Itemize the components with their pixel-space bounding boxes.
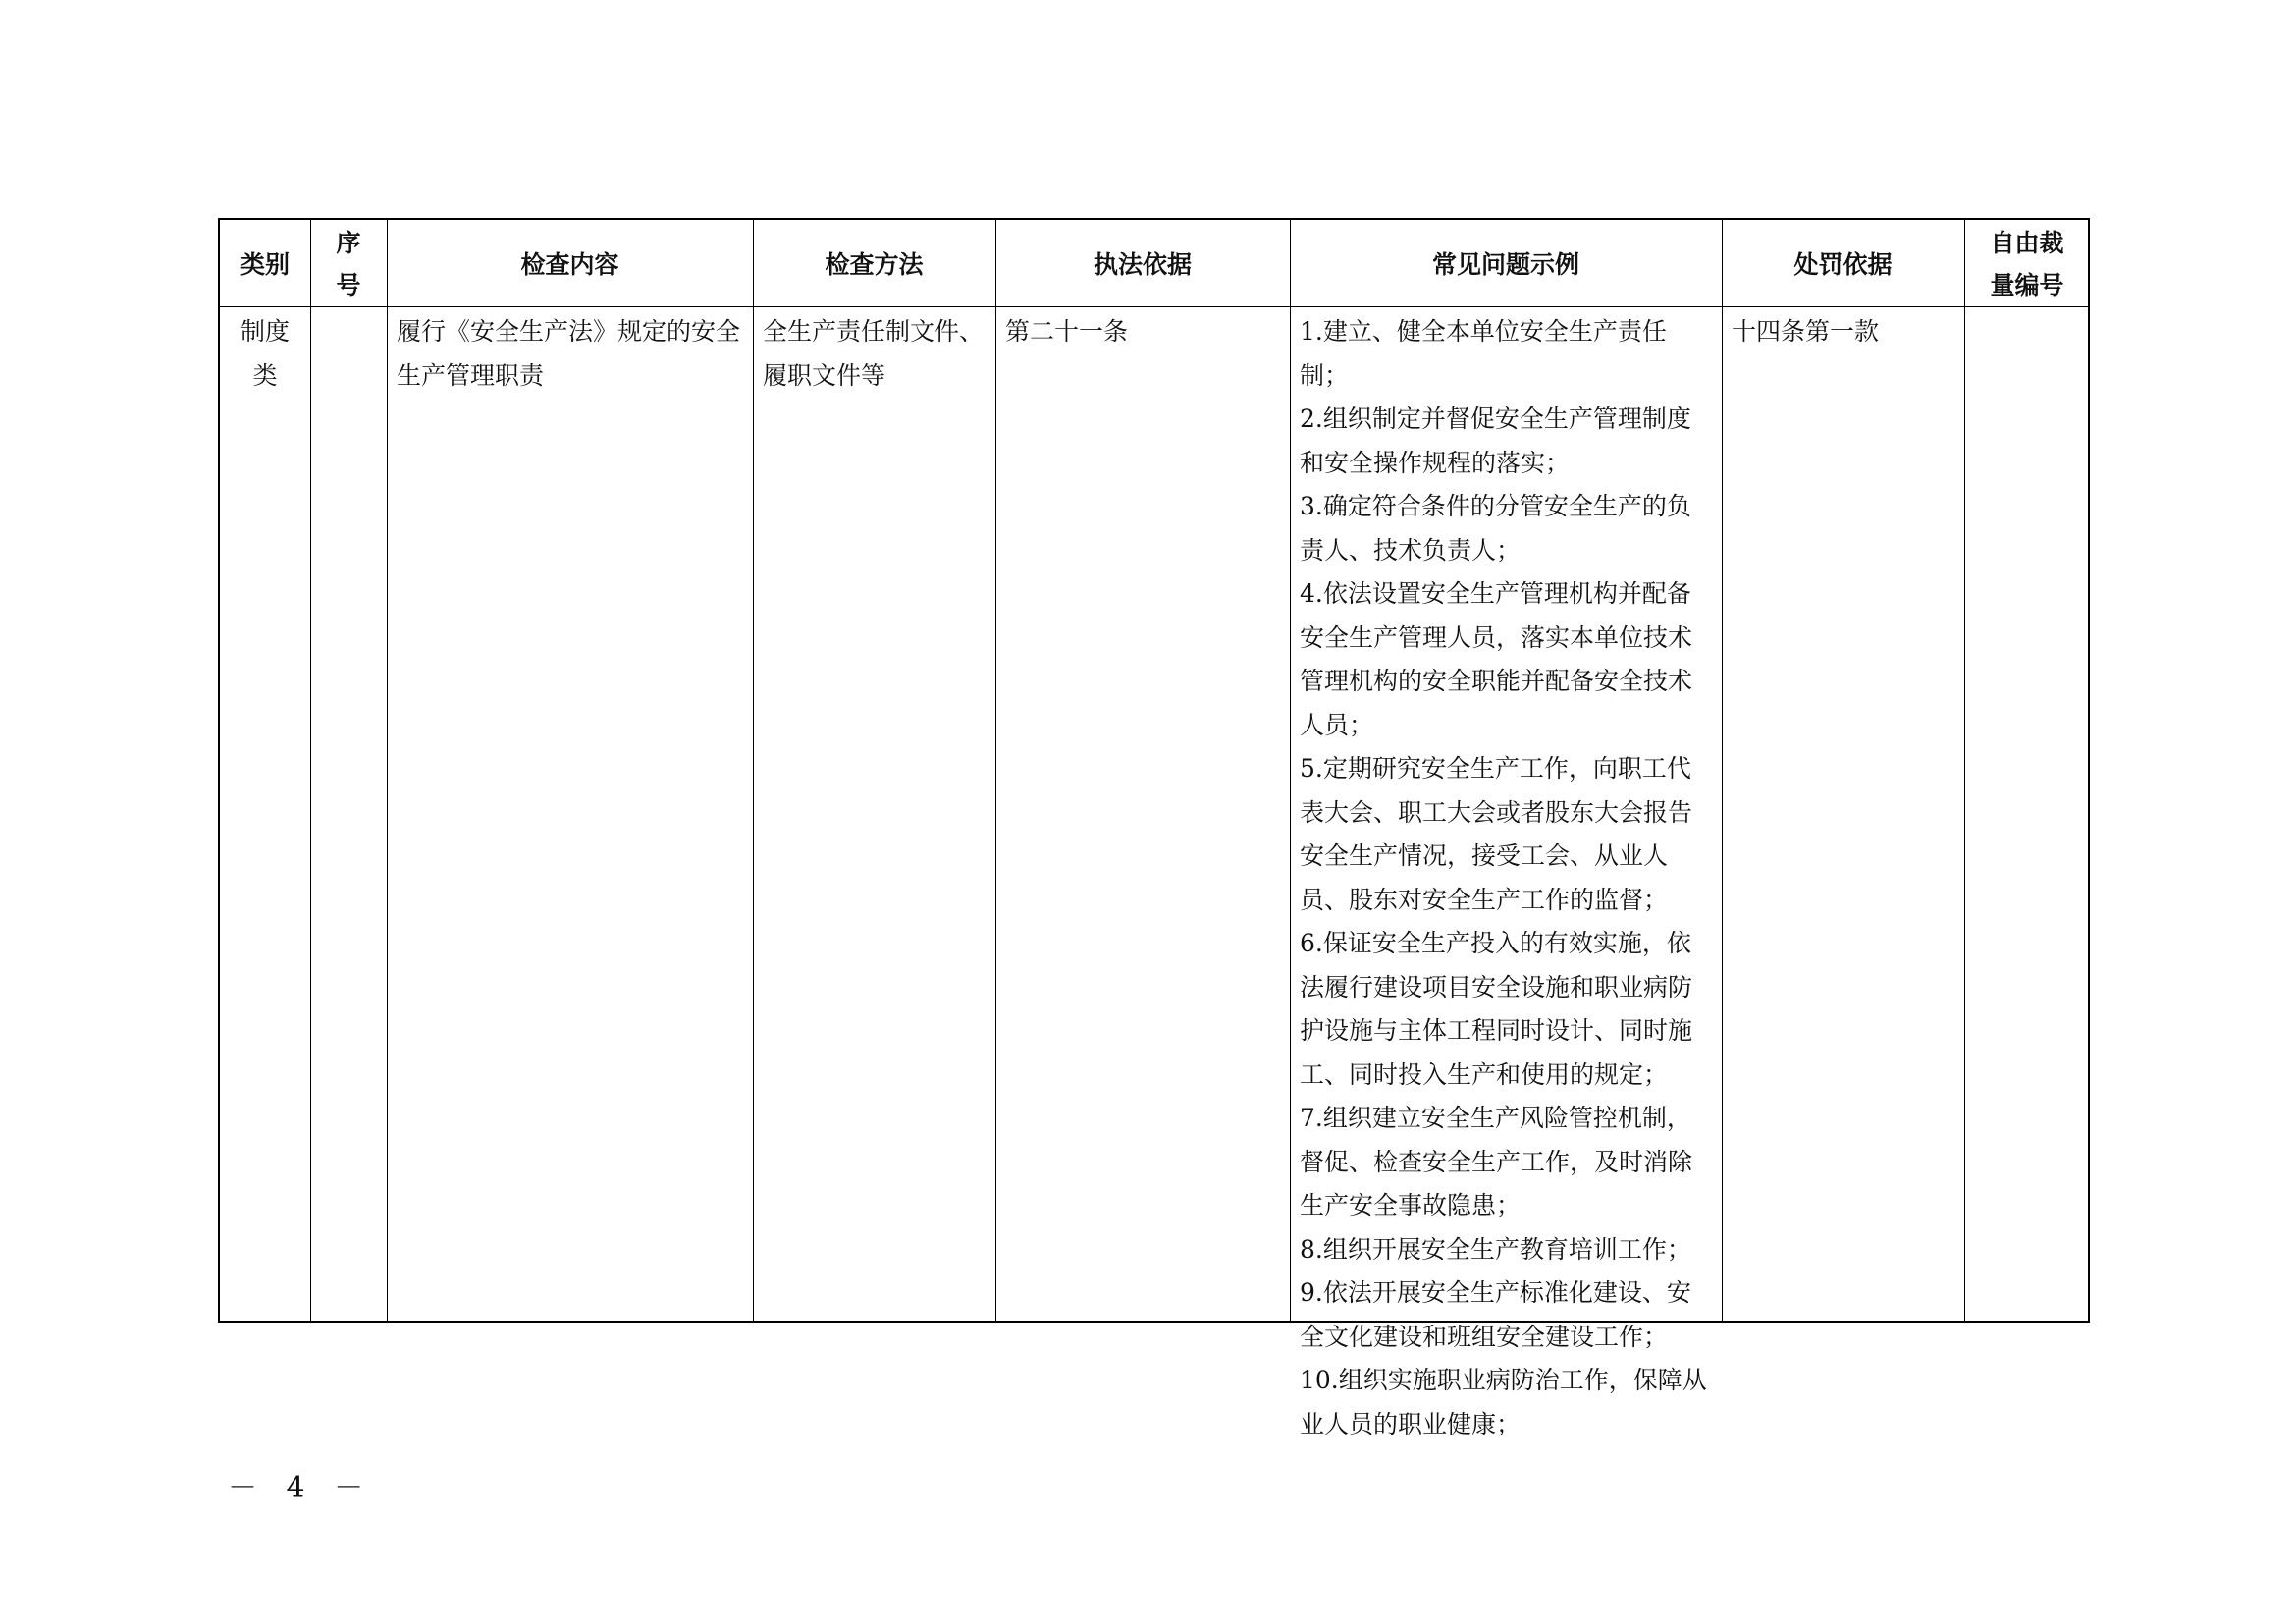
issue-item: 7.组织建立安全生产风险管控机制，督促、检查安全生产工作，及时消除生产安全事故隐患； [1300, 1104, 1693, 1219]
row-penalty: 十四条第一款 [1732, 317, 1880, 346]
issue-item: 8.组织开展安全生产教育培训工作； [1300, 1234, 1691, 1264]
issue-item: 10.组织实施职业病防治工作，保障从业人员的职业健康； [1300, 1366, 1707, 1438]
header-content: 检查内容 [520, 249, 619, 279]
header-discretion [1964, 220, 2090, 308]
issue-item: 6.保证安全生产投入的有效实施，依法履行建设项目安全设施和职业病防护设施与主体工程同时设计、同时施工、同时投入生产和使用的规定； [1300, 929, 1693, 1089]
row-basis: 第二十一条 [1005, 317, 1129, 346]
row-method: 全生产责任制文件、履职文件等 [763, 317, 985, 390]
header-method: 检查方法 [825, 249, 924, 279]
issue-item: 2.组织制定并督促安全生产管理制度和安全操作规程的落实； [1300, 405, 1691, 477]
row-issues [1290, 310, 1722, 1446]
issue-item: 1.建立、健全本单位安全生产责任制； [1300, 317, 1667, 390]
header-seq-line: 号 [336, 271, 361, 299]
page-number: － 4 － [228, 1471, 374, 1505]
column-divider [1722, 220, 1723, 1321]
issue-item: 5.定期研究安全生产工作，向职工代表大会、职工大会或者股东大会报告安全生产情况，接受工会、从业人员、股东对安全生产工作的监督； [1300, 754, 1693, 914]
issue-item: 3.确定符合条件的分管安全生产的负责人、技术负责人； [1300, 492, 1691, 565]
row-category [220, 310, 310, 398]
row-category-line: 类 [252, 360, 278, 390]
header-seq-line: 序 [336, 229, 361, 257]
issue-item: 9.依法开展安全生产标准化建设、安全文化建设和班组安全建设工作； [1300, 1278, 1691, 1351]
header-basis: 执法依据 [1093, 249, 1192, 279]
header-category: 类别 [240, 249, 290, 279]
header-discretion-line: 量编号 [1990, 271, 2064, 299]
row-category-line: 制度 [240, 317, 290, 346]
issue-item: 4.依法设置安全生产管理机构并配备安全生产管理人员，落实本单位技术管理机构的安全职能并配备安全技术人员； [1300, 579, 1693, 739]
inspection-table [218, 218, 2090, 1438]
header-penalty: 处罚依据 [1793, 249, 1893, 279]
header-discretion-line: 自由裁 [1990, 229, 2064, 257]
header-issues: 常见问题示例 [1431, 249, 1579, 279]
column-divider [310, 220, 311, 1321]
column-divider [1964, 220, 1965, 1321]
row-content: 履行《安全生产法》规定的安全生产管理职责 [397, 317, 741, 390]
column-divider [995, 220, 996, 1321]
header-seq [310, 220, 387, 308]
